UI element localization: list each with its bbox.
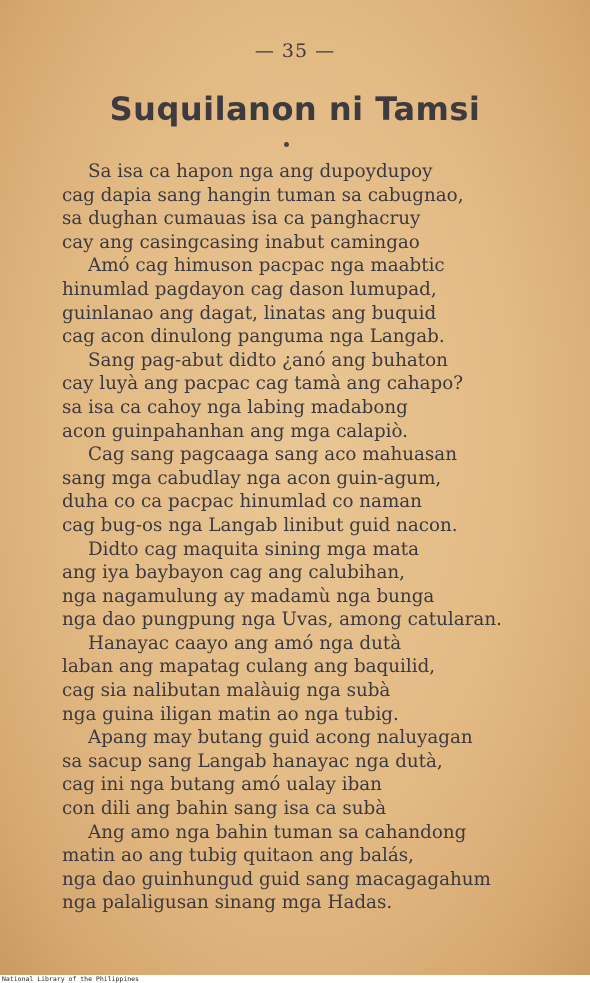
poem-line: Sang pag-abut didto ¿anó ang buhaton [88, 349, 448, 371]
poem-line: Ang amo nga bahin tuman sa cahandong [88, 821, 467, 843]
poem-line: sa dughan cumauas isa ca panghacruy [62, 208, 421, 230]
ornament-dot [284, 142, 289, 147]
library-credit: National Library of the Philippines [2, 975, 139, 983]
poem-line: sa sacup sang Langab hanayac nga dutà, [62, 750, 443, 772]
poem-line: cag acon dinulong panguma nga Langab. [62, 326, 445, 348]
page-number: — 35 — [254, 40, 336, 62]
poem-line: matin ao ang tubig quitaon ang balás, [62, 845, 414, 867]
poem-line: sa isa ca cahoy nga labing madabong [62, 396, 408, 418]
poem-line: acon guinpahanhan ang mga calapiò. [62, 420, 408, 442]
poem-line: Didto cag maquita sining mga mata [88, 538, 419, 560]
stanza [62, 160, 562, 254]
poem-line: cay luyà ang pacpac cag tamà ang cahapo? [62, 373, 464, 395]
poem-line: con dili ang bahin sang isa ca subà [62, 798, 387, 820]
stanza [62, 538, 562, 632]
poem-line: duha co ca pacpac hinumlad co naman [62, 491, 422, 513]
poem-line: cay ang casingcasing inabut camingao [62, 231, 420, 253]
poem-line: hinumlad pagdayon cag dason lumupad, [62, 278, 437, 300]
poem-line: ang iya baybayon cag ang calubihan, [62, 562, 405, 584]
poem-line: guinlanao ang dagat, linatas ang buquid [62, 302, 437, 324]
poem-line: Sa isa ca hapon nga ang dupoydupoy [88, 161, 433, 182]
poem-line: Cag sang pagcaaga sang aco mahuasan [88, 444, 457, 466]
poem-line: cag dapia sang hangin tuman sa cabugnao, [62, 184, 464, 206]
stanza [62, 821, 562, 915]
poem-line: cag ini nga butang amó ualay iban [62, 774, 382, 796]
stanza [62, 443, 562, 537]
poem-line: nga nagamulung ay madamù nga bunga [62, 585, 435, 607]
poem-body [62, 160, 562, 915]
poem-line: nga dao pungpung nga Uvas, among catularan. [62, 609, 502, 631]
poem-line: nga guina iligan matin ao nga tubig. [62, 703, 399, 725]
poem-line: Hanayac caayo ang amó nga dutà [88, 632, 402, 654]
poem-line: Apang may butang guid acong naluyagan [88, 727, 473, 749]
stanza [62, 632, 562, 726]
poem-line: nga palaligusan sinang mga Hadas. [62, 892, 393, 914]
poem-line: laban ang mapatag culang ang baquilid, [62, 656, 436, 678]
stanza [62, 349, 562, 443]
poem-line: nga dao guinhungud guid sang macagagahum [62, 868, 491, 890]
stanza [62, 254, 562, 348]
poem-title: Suquilanon ni Tamsi [109, 90, 481, 128]
poem-line: cag bug-os nga Langab linibut guid nacon. [62, 514, 458, 536]
stanza [62, 726, 562, 820]
poem-line: cag sia nalibutan malàuig nga subà [62, 680, 391, 702]
poem-line: Amó cag himuson pacpac nga maabtic [88, 255, 445, 277]
poem-line: sang mga cabudlay nga acon guin-agum, [62, 467, 442, 489]
